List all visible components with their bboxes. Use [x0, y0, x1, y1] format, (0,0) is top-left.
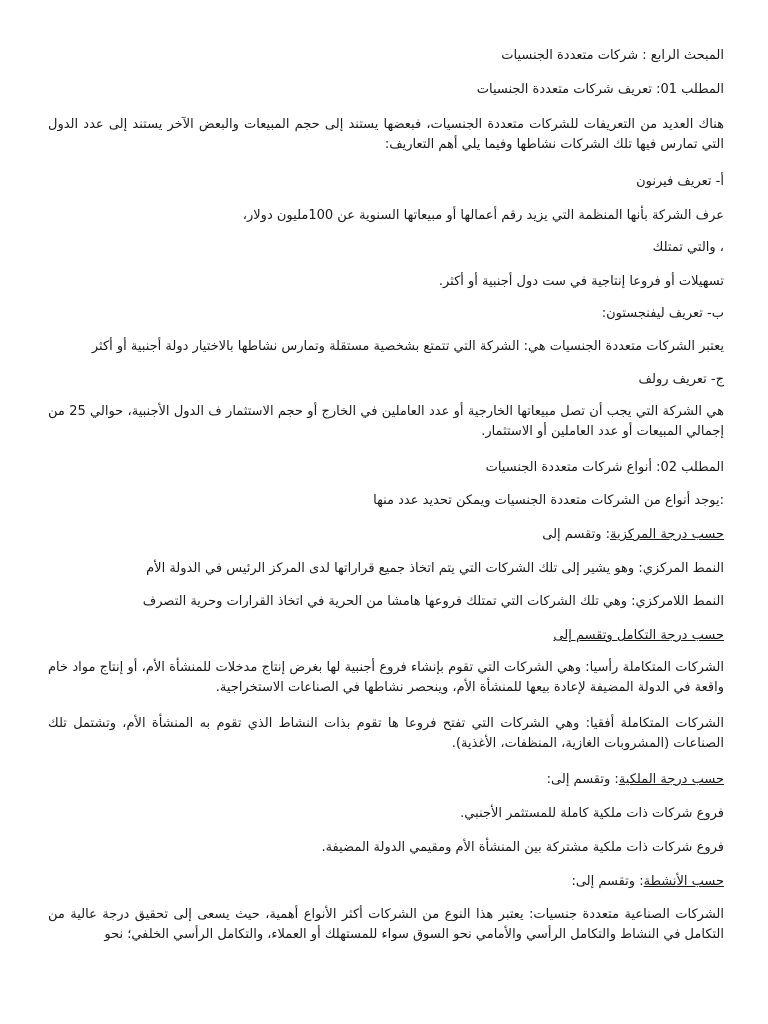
definition-b-text: يعتبر الشركات متعددة الجنسيات هي: الشركة التي تتمتع بشخصية مستقلة وتمارس نشاطها بالاختيار دولة أجنبية أو أكثر [91, 339, 724, 354]
decentralized-pattern-item: النمط اللامركزي: وهي تلك الشركات التي تمتلك فروعها هامشا من الحرية في اتخاذ القرارات وحرية التصرف [142, 594, 724, 609]
classification-ownership-suffix: : وتقسم إلى: [546, 772, 619, 787]
definition-a-continuation-1: ، والتي تمتلك [652, 240, 724, 255]
definition-c-title: ج- تعريف رولف [638, 372, 724, 387]
definition-a-continuation-2: تسهيلات أو فروعا إنتاجية في ست دول أجنبية أو أكثر. [438, 274, 724, 289]
definition-a-text: عرف الشركة بأنها المنظمة التي يزيد رقم أعمالها أو مبيعاتها السنوية عن 100مليون دولار، [242, 208, 724, 223]
industrial-companies-item: الشركات الصناعية متعددة جنسيات: يعتبر هذا النوع من الشركات أكثر الأنواع أهمية، حيث يسعى إلى تحقيق درجة عالية من التكامل في النشاط والتكامل الرأسي والأمامي نحو السوق سواء للمستهلك أو العملاء، والتكامل الرأسي الخلفي؛ نحو [48, 907, 724, 942]
classification-integration-label: حسب درجة التكامل وتقسم إلى [553, 628, 724, 643]
vertical-integration-item: الشركات المتكاملة رأسيا: وهي الشركات التي تقوم بإنشاء فروع أجنبية لها بغرض إنتاج مدخلات للمنشأة الأم، أو إنتاج مواد خام واقعة في الدولة المضيفة لإعادة بيعها للمنشأة الأم، وينحصر نشاطها في الصناعات الاستخراجية. [48, 660, 724, 695]
classification-ownership-heading [48, 770, 724, 790]
classification-centrality-heading [48, 525, 724, 545]
classification-ownership-label: حسب درجة الملكية [618, 772, 724, 787]
requirement-2-title: المطلب 02: أنواع شركات متعددة الجنسيات [485, 460, 724, 475]
full-ownership-item: فروع شركات ذات ملكية كاملة للمستثمر الأجنبي. [460, 806, 724, 821]
definition-b-title: ب- تعريف ليفنجستون: [601, 306, 724, 321]
classification-integration-heading [48, 626, 724, 646]
horizontal-integration-item: الشركات المتكاملة أفقيا: وهي الشركات التي تفتح فروعا ها تقوم بذات النشاط الذي تقوم به المنشأة الأم، وتشتمل تلك الصناعات (المشروبات الغازية، المنظفات، الأغذية). [48, 716, 724, 751]
intro-paragraph: هناك العديد من التعريفات للشركات متعددة الجنسيات، فبعضها يستند إلى حجم المبيعات والبعض الآخر يستند إلى عدد الدول التي تمارس فيها تلك الشركات نشاطها وفيما يلي أهم التعاريف: [48, 117, 724, 152]
section-title: المبحث الرابع : شركات متعددة الجنسيات [501, 48, 724, 63]
types-intro: :يوجد أنواع من الشركات متعددة الجنسيات ويمكن تحديد عدد منها [373, 493, 724, 508]
classification-activities-label: حسب الأنشطة [643, 874, 724, 889]
classification-centrality-label: حسب درجة المركزية [610, 527, 724, 542]
classification-activities-heading [48, 872, 724, 892]
joint-ownership-item: فروع شركات ذات ملكية مشتركة بين المنشأة الأم ومقيمي الدولة المضيفة. [321, 840, 724, 855]
centralized-pattern-item: النمط المركزي: وهو يشير إلى تلك الشركات التي يتم اتخاذ جميع قراراتها لدى المركز الرئيس في الدولة الأم [146, 561, 724, 576]
classification-activities-suffix: : وتقسم إلى: [571, 874, 644, 889]
requirement-1-title: المطلب 01: تعريف شركات متعددة الجنسيات [476, 82, 724, 97]
classification-centrality-suffix: : وتقسم إلى [542, 527, 611, 542]
definition-c-text: هي الشركة التي يجب أن تصل مبيعاتها الخارجية أو عدد العاملين في الخارج أو حجم الاستثمار ف الدول الأجنبية، حوالي 25 من إجمالي المبيعات أو عدد العاملين أو الاستثمار. [48, 404, 724, 439]
definition-a-title: أ- تعريف فيرنون [636, 174, 724, 189]
